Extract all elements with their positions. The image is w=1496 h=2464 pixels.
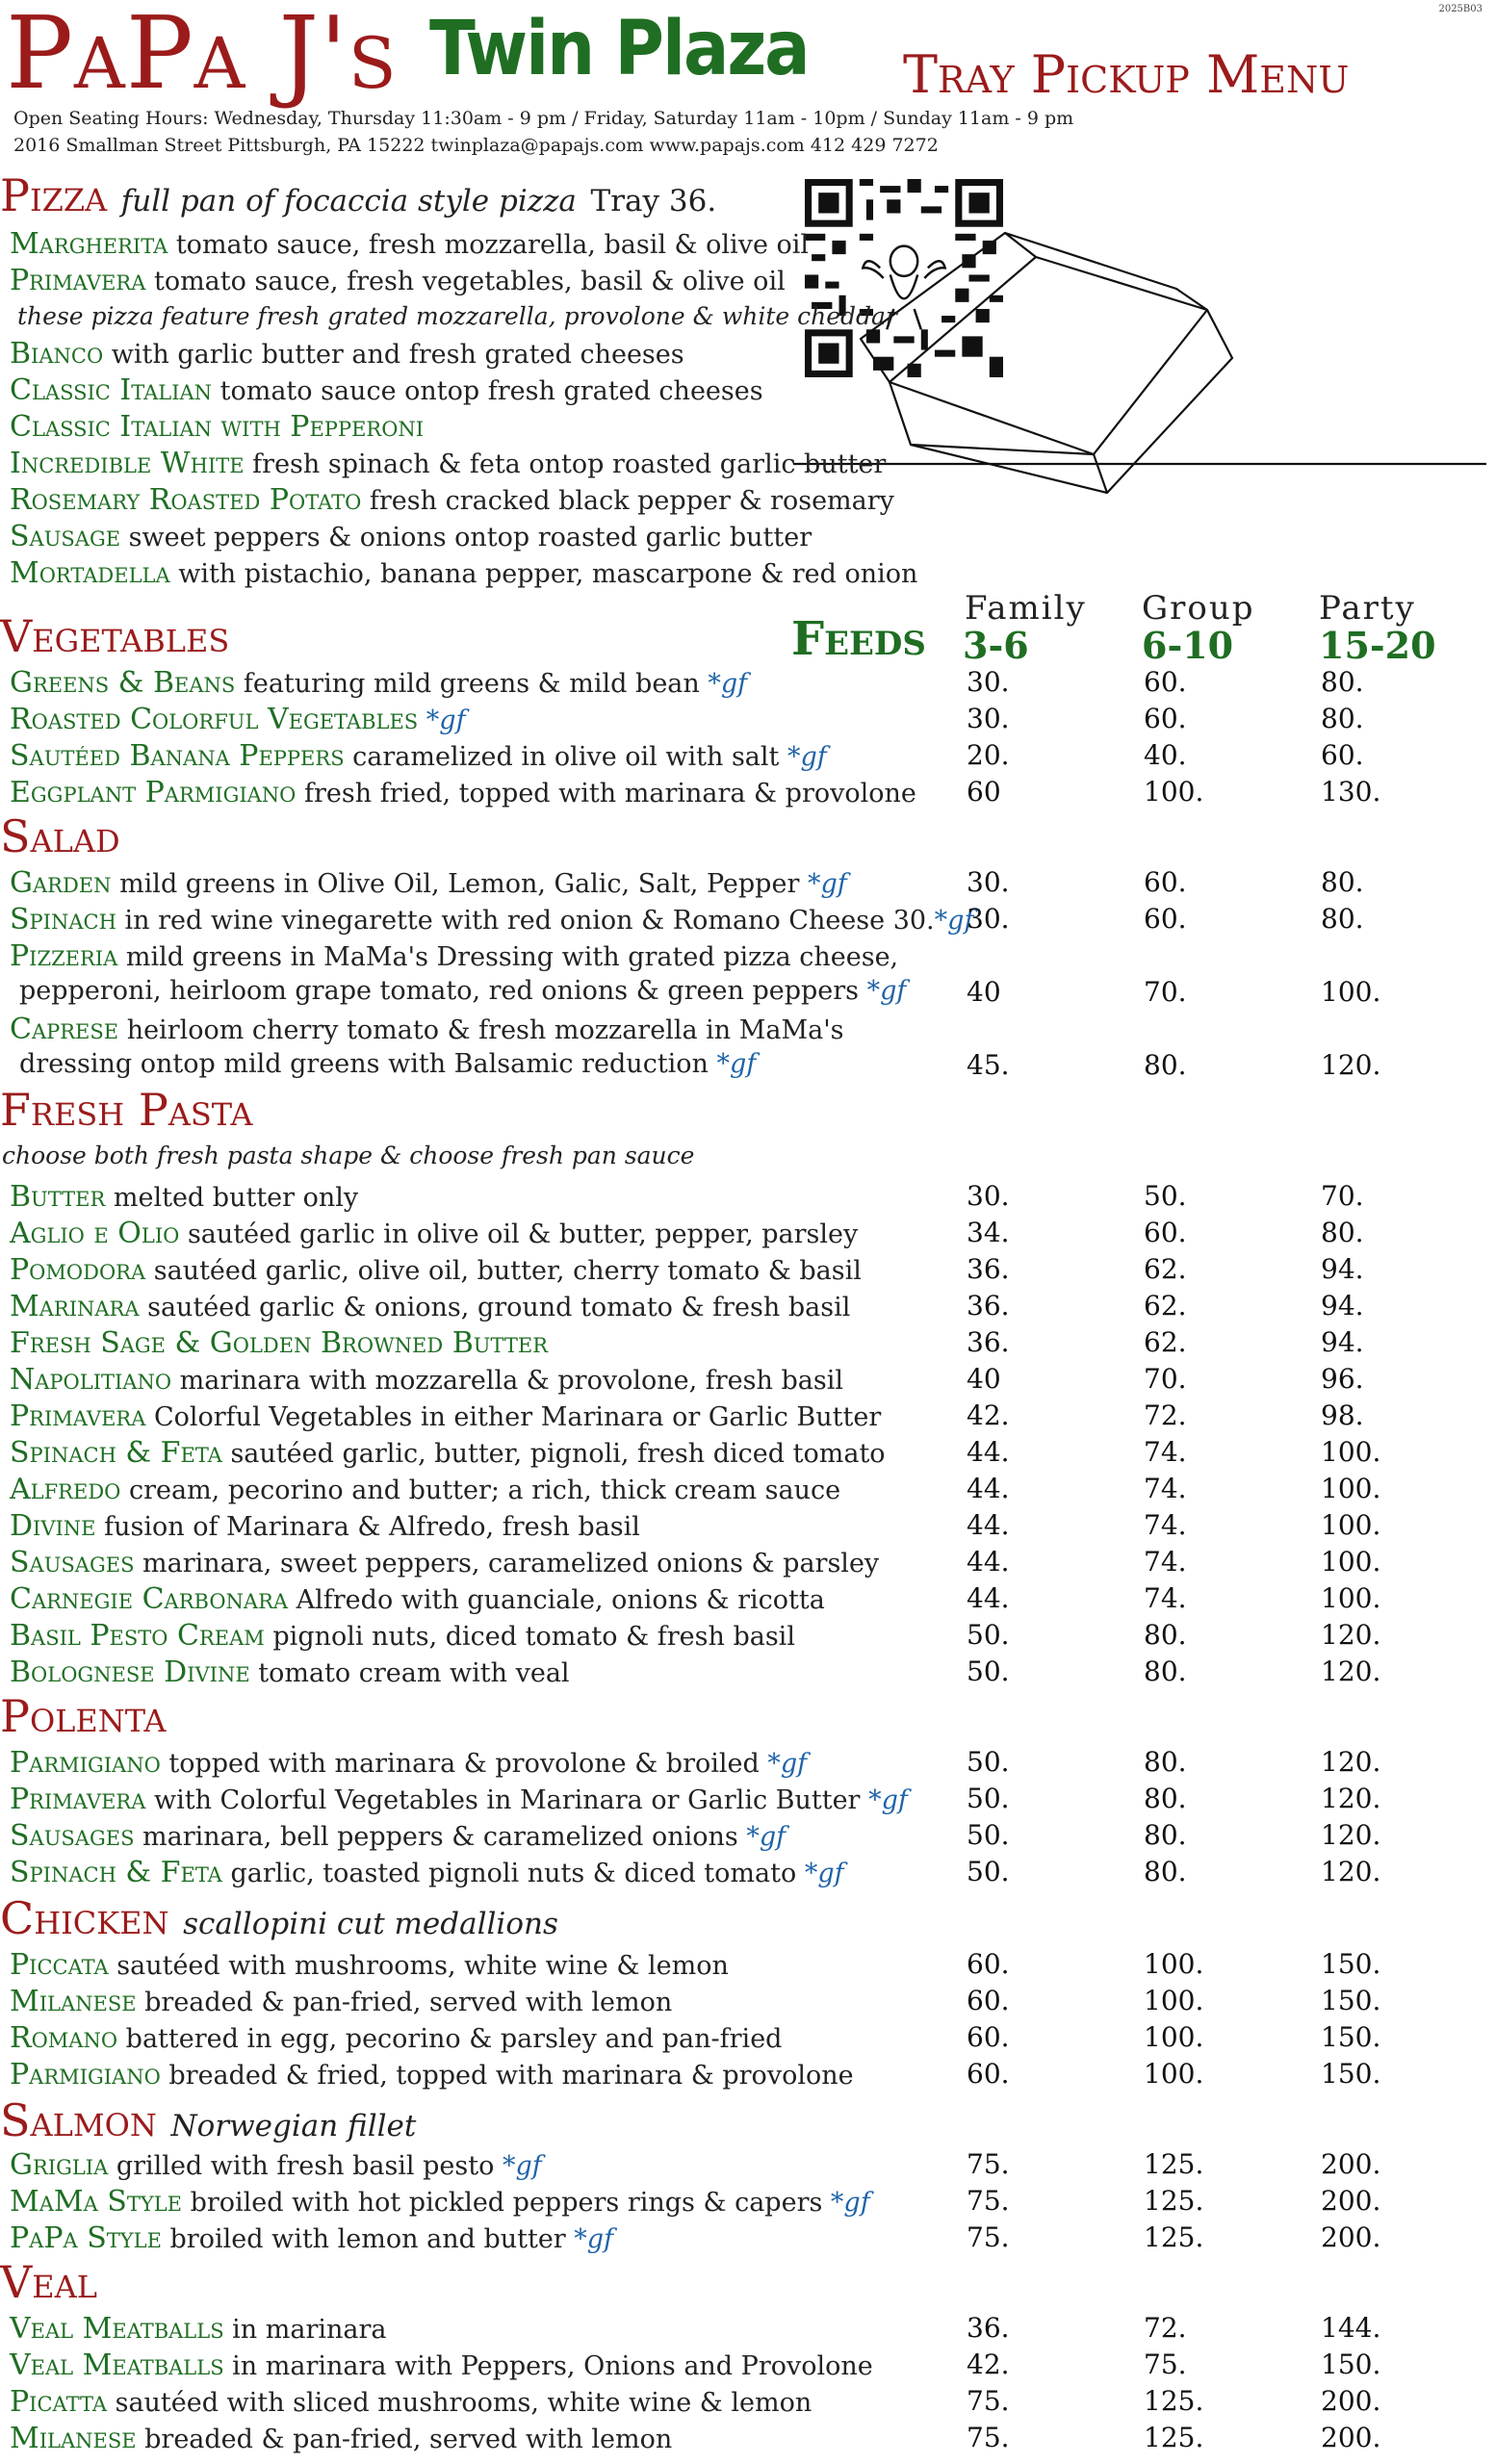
menu-item [10, 2312, 387, 2346]
menu-item [10, 939, 898, 973]
price-family: 60. [967, 1948, 1010, 1980]
menu-item [10, 1253, 862, 1287]
section-title-chicken [0, 1892, 558, 1944]
item-name: Fresh Sage & Golden Browned Butter [10, 1326, 549, 1360]
item-desc: pignoli nuts, diced tomato & fresh basil [264, 1622, 795, 1652]
price-party: 98. [1321, 1399, 1364, 1431]
item-name: Pizzeria [10, 939, 118, 973]
price-group: 125. [1144, 2148, 1204, 2180]
item-desc: marinara, sweet peppers, caramelized onions & parsley [134, 1549, 880, 1578]
gluten-free-mark: *gf [708, 669, 748, 699]
price-family: 50. [967, 1746, 1010, 1778]
item-desc: broiled with hot pickled peppers rings & capers [182, 2188, 831, 2218]
price-party: 200. [1321, 2185, 1381, 2217]
price-party: 200. [1321, 2221, 1381, 2253]
price-family: 40 [967, 1363, 1001, 1395]
menu-item [10, 1509, 640, 1543]
price-party: 60. [1321, 739, 1364, 771]
chicken-note: scallopini cut medallions [183, 1907, 558, 1941]
price-party: 94. [1321, 1290, 1364, 1322]
price-family: 30. [967, 1180, 1010, 1212]
menu-item [10, 1473, 840, 1506]
brand-papa-js: PaPa J's [6, 0, 398, 112]
menu-item [10, 2185, 870, 2219]
menu-item [10, 1290, 850, 1323]
item-desc: garlic, toasted pignoli nuts & diced tomato [221, 1859, 805, 1888]
price-party: 94. [1321, 1253, 1364, 1285]
item-desc: fresh cracked black pepper & rosemary [361, 486, 894, 516]
price-group: 62. [1144, 1290, 1187, 1322]
price-party: 70. [1321, 1180, 1364, 1212]
price-party: 150. [1321, 2348, 1381, 2380]
item-desc: heirloom cherry tomato & fresh mozzarella in MaMa's [118, 1015, 844, 1045]
item-name: Milanese [10, 1985, 137, 2018]
pasta-note: choose both fresh pasta shape & choose fresh pan sauce [2, 1142, 695, 1169]
item-desc: in red wine vinegarette with red onion & Romano Cheese 30. [116, 906, 935, 936]
section-title-veal: Veal [0, 2256, 97, 2308]
price-party: 120. [1321, 1656, 1381, 1687]
item-desc: marinara with mozzarella & provolone, fresh basil [171, 1366, 843, 1396]
item-name: Greens & Beans [10, 666, 236, 700]
menu-item [10, 483, 894, 517]
item-desc-continued [19, 976, 906, 1006]
price-group: 125. [1144, 2385, 1204, 2417]
gluten-free-mark: *gf [866, 976, 907, 1006]
item-desc: sautéed garlic, olive oil, butter, cherry tomato & basil [145, 1256, 862, 1286]
col-header-party: Party [1319, 589, 1416, 628]
menu-item [10, 373, 763, 407]
price-family: 30. [967, 666, 1010, 698]
col-range-party: 15-20 [1319, 624, 1436, 667]
price-family: 50. [967, 1819, 1010, 1851]
section-title-vegetables: Vegetables [0, 610, 230, 662]
price-party: 94. [1321, 1326, 1364, 1358]
price-family: 42. [967, 1399, 1010, 1431]
price-party: 150. [1321, 2021, 1381, 2053]
contact-line: 2016 Smallman Street Pittsburgh, PA 15222 twinplaza@papajs.com www.papajs.com 412 429 7272 [13, 135, 939, 156]
item-name: Caprese [10, 1013, 119, 1046]
item-name: Parmigiano [10, 1746, 161, 1780]
price-group: 50. [1144, 1180, 1187, 1212]
price-family: 45. [967, 1049, 1010, 1081]
price-group: 80. [1144, 1783, 1187, 1814]
price-party: 100. [1321, 976, 1381, 1008]
gluten-free-mark: *gf [502, 2151, 542, 2181]
price-group: 72. [1144, 2312, 1187, 2344]
menu-item [10, 1985, 672, 2018]
price-family: 75. [967, 2221, 1010, 2253]
item-name: Butter [10, 1180, 106, 1214]
menu-item [10, 1013, 844, 1046]
item-name: Garden [10, 866, 112, 900]
salmon-note: Norwegian fillet [170, 2109, 417, 2143]
price-family: 50. [967, 1656, 1010, 1687]
document-code: 2025B03 [1438, 4, 1483, 14]
brand-twin-plaza: Twin Plaza [429, 6, 809, 92]
menu-item [10, 1856, 844, 1889]
item-name: Aglio e Olio [10, 1217, 180, 1250]
item-name: Carnegie Carbonara [10, 1582, 289, 1616]
pizza-note: full pan of focaccia style pizza [120, 184, 577, 218]
menu-item [10, 2058, 854, 2092]
item-desc: breaded & fried, topped with marinara & provolone [160, 2061, 854, 2091]
price-family: 40 [967, 976, 1001, 1008]
item-name: Marinara [10, 1290, 140, 1323]
item-name: Alfredo [10, 1473, 121, 1506]
gluten-free-mark: *gf [574, 2224, 614, 2254]
price-group: 75. [1144, 2348, 1187, 2380]
price-family: 75. [967, 2185, 1010, 2217]
price-group: 100. [1144, 1948, 1204, 1980]
item-name: Rosemary Roasted Potato [10, 483, 362, 517]
item-desc: sautéed garlic, butter, pignoli, fresh diced tomato [221, 1439, 886, 1469]
price-family: 44. [967, 1546, 1010, 1578]
price-group: 80. [1144, 1856, 1187, 1887]
pizza-feature-note: these pizza feature fresh grated mozzarella, provolone & white cheddar [17, 302, 897, 330]
menu-title: Tray Pickup Menu [903, 44, 1350, 105]
menu-item [10, 447, 886, 480]
menu-item [10, 1619, 795, 1653]
price-group: 125. [1144, 2221, 1204, 2253]
item-desc: with pistachio, banana pepper, mascarpone & red onion [169, 559, 918, 589]
price-family: 36. [967, 2312, 1010, 2344]
menu-item [10, 666, 747, 700]
price-group: 80. [1144, 1049, 1187, 1081]
price-group: 74. [1144, 1582, 1187, 1614]
price-party: 100. [1321, 1546, 1381, 1578]
pizza-tray-price: Tray 36. [590, 184, 717, 218]
gluten-free-mark: *gf [868, 1785, 908, 1815]
price-party: 130. [1321, 776, 1381, 808]
price-party: 120. [1321, 1619, 1381, 1651]
menu-item [10, 1546, 879, 1579]
item-name: Milanese [10, 2422, 137, 2455]
item-name: Roasted Colorful Vegetables [10, 703, 419, 736]
menu-item [10, 2221, 613, 2255]
item-name: Veal Meatballs [10, 2348, 224, 2382]
section-title-pizza [0, 169, 716, 221]
item-name: Basil Pesto Cream [10, 1619, 265, 1653]
price-group: 74. [1144, 1436, 1187, 1468]
item-desc: breaded & pan-fried, served with lemon [136, 2425, 673, 2454]
item-desc: sweet peppers & onions ontop roasted garlic butter [120, 523, 812, 552]
price-group: 70. [1144, 1363, 1187, 1395]
item-name: Griglia [10, 2148, 109, 2182]
item-desc: battered in egg, pecorino & parsley and pan-fried [117, 2024, 783, 2054]
price-party: 100. [1321, 1473, 1381, 1504]
item-name: MaMa Style [10, 2185, 182, 2219]
col-range-family: 3-6 [963, 624, 1029, 667]
item-name: Sausages [10, 1546, 135, 1579]
hours-line: Open Seating Hours: Wednesday, Thursday 11:30am - 9 pm / Friday, Saturday 11am - 10pm / Sunday 11am - 9 pm [13, 108, 1074, 129]
menu-item [10, 1399, 881, 1433]
price-group: 62. [1144, 1253, 1187, 1285]
price-group: 60. [1144, 1217, 1187, 1248]
menu-item [10, 1819, 786, 1853]
item-name: Sausage [10, 520, 121, 553]
item-name: Primavera [10, 1399, 146, 1433]
price-group: 60. [1144, 666, 1187, 698]
menu-item [10, 1180, 358, 1214]
price-party: 80. [1321, 866, 1364, 898]
price-group: 80. [1144, 1656, 1187, 1687]
menu-item [10, 2021, 782, 2055]
menu-item [10, 1582, 825, 1616]
item-desc: mild greens in Olive Oil, Lemon, Galic, Salt, Pepper [111, 869, 808, 899]
price-family: 30. [967, 903, 1010, 935]
gluten-free-mark: *gf [934, 906, 974, 936]
item-desc: topped with marinara & provolone & broiled [160, 1749, 768, 1779]
price-group: 62. [1144, 1326, 1187, 1358]
menu-item [10, 2148, 542, 2182]
price-party: 80. [1321, 1217, 1364, 1248]
item-name: Spinach & Feta [10, 1856, 222, 1889]
price-party: 100. [1321, 1582, 1381, 1614]
item-desc: sautéed with mushrooms, white wine & lemon [108, 1951, 729, 1981]
menu-item [10, 1783, 908, 1816]
price-family: 20. [967, 739, 1010, 771]
item-desc: mild greens in MaMa's Dressing with grated pizza cheese, [117, 942, 899, 972]
price-party: 80. [1321, 703, 1364, 734]
price-party: 144. [1321, 2312, 1381, 2344]
menu-item [10, 264, 786, 297]
menu-item [10, 556, 917, 590]
item-desc: breaded & pan-fried, served with lemon [136, 1988, 673, 2017]
item-desc: with garlic butter and fresh grated cheeses [103, 340, 684, 370]
item-desc: in marinara [223, 2315, 387, 2345]
item-desc: grilled with fresh basil pesto [108, 2151, 503, 2181]
item-name: Romano [10, 2021, 118, 2055]
item-name: Sautéed Banana Peppers [10, 739, 345, 773]
price-group: 100. [1144, 1985, 1204, 2016]
item-desc: fusion of Marinara & Alfredo, fresh basil [95, 1512, 640, 1542]
price-group: 40. [1144, 739, 1187, 771]
price-group: 60. [1144, 866, 1187, 898]
item-desc: tomato sauce ontop fresh grated cheeses [212, 376, 763, 406]
chicken-title: Chicken [0, 1892, 169, 1944]
item-name: Parmigiano [10, 2058, 161, 2092]
item-name: Classic Italian [10, 373, 213, 407]
gluten-free-mark: *gf [787, 742, 827, 772]
menu-item [10, 1436, 886, 1470]
section-title-salmon [0, 2094, 416, 2146]
item-name: Sausages [10, 1819, 135, 1853]
price-family: 60. [967, 2058, 1010, 2090]
menu-item [10, 2348, 873, 2382]
menu-item [10, 1217, 858, 1250]
menu-item [10, 227, 809, 261]
gluten-free-mark: *gf [807, 869, 847, 899]
menu-item [10, 2422, 672, 2455]
item-name: Primavera [10, 264, 146, 297]
price-family: 30. [967, 703, 1010, 734]
item-desc: sautéed with sliced mushrooms, white wine & lemon [107, 2388, 812, 2418]
price-family: 50. [967, 1783, 1010, 1814]
item-desc: tomato cream with veal [249, 1658, 570, 1688]
price-group: 125. [1144, 2422, 1204, 2453]
price-party: 120. [1321, 1783, 1381, 1814]
price-family: 44. [967, 1509, 1010, 1541]
item-name: Veal Meatballs [10, 2312, 224, 2346]
price-family: 42. [967, 2348, 1010, 2380]
item-desc-continued [19, 1049, 756, 1079]
price-family: 60. [967, 2021, 1010, 2053]
item-desc: fresh fried, topped with marinara & provolone [296, 779, 916, 808]
price-party: 100. [1321, 1509, 1381, 1541]
item-desc: with Colorful Vegetables in Marinara or Garlic Butter [145, 1785, 869, 1815]
price-group: 100. [1144, 2021, 1204, 2053]
price-family: 44. [967, 1473, 1010, 1504]
section-title-salad: Salad [0, 810, 120, 862]
item-name: Spinach & Feta [10, 1436, 222, 1470]
price-group: 74. [1144, 1546, 1187, 1578]
menu-item [10, 739, 827, 773]
price-family: 44. [967, 1582, 1010, 1614]
item-desc: pepperoni, heirloom grape tomato, red onions & green peppers [19, 976, 867, 1006]
item-name: Margherita [10, 227, 168, 261]
price-party: 200. [1321, 2422, 1381, 2453]
item-desc: sautéed garlic & onions, ground tomato & fresh basil [139, 1293, 851, 1322]
gluten-free-mark: *gf [804, 1859, 844, 1888]
menu-item [10, 1948, 729, 1982]
price-group: 80. [1144, 1619, 1187, 1651]
price-family: 75. [967, 2148, 1010, 2180]
price-group: 80. [1144, 1819, 1187, 1851]
menu-item [10, 776, 916, 809]
col-range-group: 6-10 [1142, 624, 1234, 667]
price-party: 120. [1321, 1856, 1381, 1887]
price-group: 60. [1144, 703, 1187, 734]
item-desc: tomato sauce, fresh vegetables, basil & olive oil [145, 267, 786, 296]
price-group: 72. [1144, 1399, 1187, 1431]
price-family: 36. [967, 1326, 1010, 1358]
price-party: 100. [1321, 1436, 1381, 1468]
price-group: 70. [1144, 976, 1187, 1008]
section-title-polenta: Polenta [0, 1690, 167, 1742]
col-header-family: Family [965, 589, 1087, 628]
menu-item [10, 1656, 570, 1689]
menu-item [10, 1746, 807, 1780]
menu-item [10, 703, 466, 736]
price-party: 96. [1321, 1363, 1364, 1395]
menu-item [10, 1326, 548, 1360]
price-family: 60. [967, 1985, 1010, 2016]
item-desc: melted butter only [105, 1183, 359, 1213]
price-party: 200. [1321, 2148, 1381, 2180]
item-desc: tomato sauce, fresh mozzarella, basil & olive oil [168, 230, 810, 260]
item-desc: sautéed garlic in olive oil & butter, pepper, parsley [179, 1219, 859, 1249]
item-name: Bianco [10, 337, 104, 371]
price-party: 80. [1321, 903, 1364, 935]
item-desc: fresh spinach & feta ontop roasted garlic butter [244, 449, 887, 479]
item-name: Picatta [10, 2385, 107, 2419]
price-family: 50. [967, 1856, 1010, 1887]
price-family: 34. [967, 1217, 1010, 1248]
price-party: 120. [1321, 1746, 1381, 1778]
price-group: 125. [1144, 2185, 1204, 2217]
item-name: Bolognese Divine [10, 1656, 250, 1689]
menu-item [10, 866, 847, 900]
feeds-label: Feeds [791, 612, 926, 666]
item-name: Spinach [10, 903, 116, 937]
price-party: 80. [1321, 666, 1364, 698]
gluten-free-mark: *gf [767, 1749, 808, 1779]
item-desc: featuring mild greens & mild bean [235, 669, 709, 699]
menu-item [10, 903, 973, 937]
tray-box-illustration [793, 204, 1486, 502]
price-group: 74. [1144, 1509, 1187, 1541]
item-name: Incredible White [10, 447, 245, 480]
price-party: 150. [1321, 1985, 1381, 2016]
item-desc: Colorful Vegetables in either Marinara or Garlic Butter [145, 1402, 882, 1432]
price-group: 60. [1144, 903, 1187, 935]
menu-item [10, 1363, 843, 1397]
gluten-free-mark: *gf [716, 1049, 757, 1079]
col-header-group: Group [1142, 589, 1255, 628]
item-name: Eggplant Parmigiano [10, 776, 297, 809]
item-desc: cream, pecorino and butter; a rich, thick cream sauce [120, 1476, 841, 1505]
gluten-free-mark: *gf [830, 2188, 870, 2218]
price-party: 150. [1321, 2058, 1381, 2090]
price-party: 150. [1321, 1948, 1381, 1980]
menu-item [10, 410, 424, 444]
price-family: 50. [967, 1619, 1010, 1651]
price-group: 100. [1144, 2058, 1204, 2090]
price-family: 60 [967, 776, 1001, 808]
item-name: Mortadella [10, 556, 170, 590]
price-party: 120. [1321, 1819, 1381, 1851]
gluten-free-mark: *gf [746, 1822, 787, 1852]
item-name: PaPa Style [10, 2221, 162, 2255]
item-desc: marinara, bell peppers & caramelized onions [134, 1822, 747, 1852]
price-family: 30. [967, 866, 1010, 898]
item-desc [418, 706, 426, 735]
price-family: 75. [967, 2422, 1010, 2453]
price-group: 80. [1144, 1746, 1187, 1778]
item-name: Napolitiano [10, 1363, 172, 1397]
menu-item [10, 2385, 812, 2419]
section-title-pasta: Fresh Pasta [0, 1084, 253, 1136]
item-desc: Alfredo with guanciale, onions & ricotta [288, 1585, 825, 1615]
price-group: 100. [1144, 776, 1204, 808]
item-desc: broiled with lemon and butter [161, 2224, 575, 2254]
item-desc: dressing ontop mild greens with Balsamic reduction [19, 1049, 717, 1079]
price-family: 36. [967, 1290, 1010, 1322]
price-group: 74. [1144, 1473, 1187, 1504]
salmon-title: Salmon [0, 2094, 157, 2146]
item-name: Primavera [10, 1783, 146, 1816]
item-desc: caramelized in olive oil with salt [344, 742, 787, 772]
menu-item [10, 520, 812, 553]
pizza-title: Pizza [0, 169, 108, 221]
item-name: Piccata [10, 1948, 109, 1982]
gluten-free-mark: *gf [426, 706, 466, 735]
item-name: Classic Italian with Pepperoni [10, 410, 425, 444]
price-family: 36. [967, 1253, 1010, 1285]
item-name: Pomodora [10, 1253, 146, 1287]
price-party: 200. [1321, 2385, 1381, 2417]
price-family: 75. [967, 2385, 1010, 2417]
menu-item [10, 337, 684, 371]
item-desc: in marinara with Peppers, Onions and Provolone [223, 2351, 873, 2381]
price-party: 120. [1321, 1049, 1381, 1081]
item-name: Divine [10, 1509, 96, 1543]
price-family: 44. [967, 1436, 1010, 1468]
